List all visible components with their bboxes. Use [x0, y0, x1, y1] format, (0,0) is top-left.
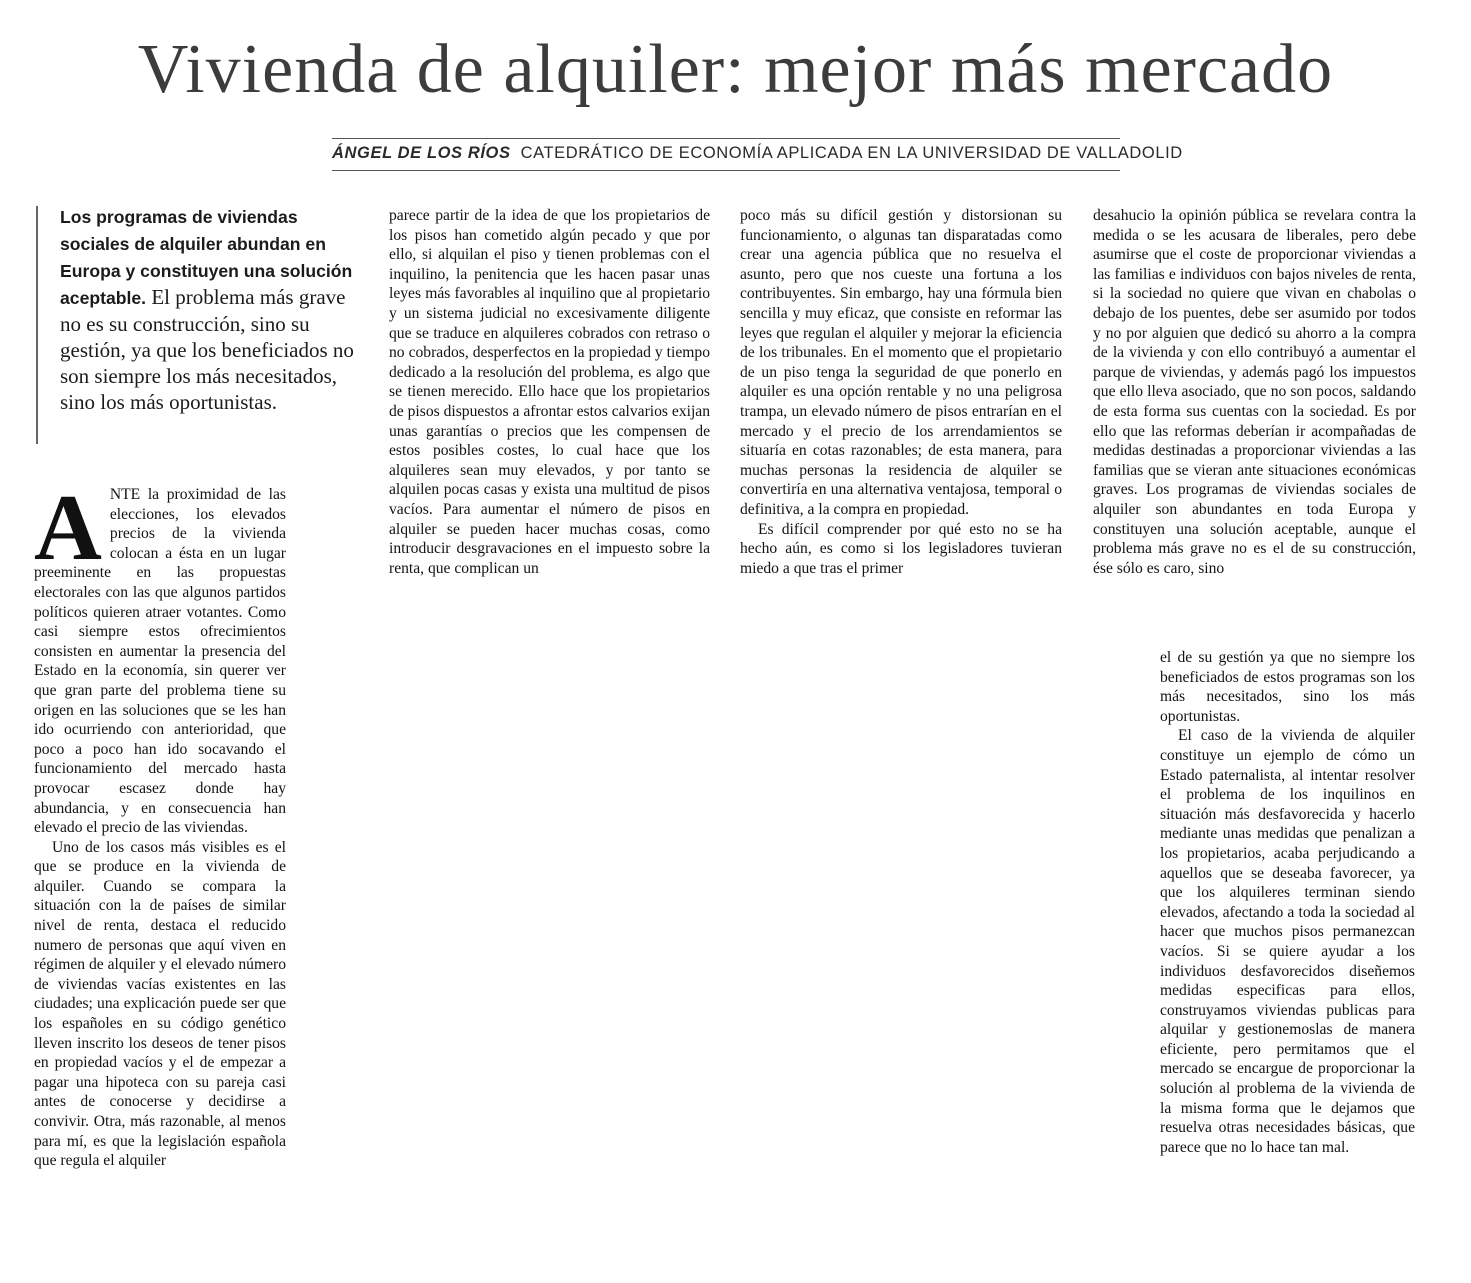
lead-bold-text: Los programas de viviendas sociales de alquiler abundan en Europa y constituyen una solución aceptable.: [60, 207, 353, 308]
author-title: CATEDRÁTICO DE ECONOMÍA APLICADA EN LA UNIVERSIDAD DE VALLADOLID: [520, 144, 1183, 162]
column-1: [34, 476, 286, 1171]
byline: [332, 144, 1183, 163]
paragraph: [34, 476, 286, 838]
column-3: [740, 206, 1062, 578]
lead-bar: [36, 206, 38, 444]
paragraph: poco más su difícil gestión y distorsionan su funcionamiento, o algunas tan disparatadas como crear una agencia pública que no resuelva el asunto, pero que nos cueste una fortuna a los contribuyentes. Sin embargo, hay una fórmula bien sencilla y muy eficaz, que consiste en reformar las leyes que regulan el alquiler y mejorar la eficiencia de los tribunales. En el momento que el propietario de un piso tenga la seguridad de que ponerlo en alquiler es una opción rentable y no una peligrosa trampa, un elevado número de pisos entrarían en el mercado y el precio de los arrendamientos se situaría en cotas razonables; de esta manera, para muchas personas la residencia de alquiler se convertiría en una alternativa ventajosa, temporal o definitiva, a la compra en propiedad.: [740, 207, 1062, 518]
paragraph: Uno de los casos más visibles es el que se produce en la vivienda de alquiler. Cuando se compara la situación con la de países de similar nivel de renta, destaca el reducido numero de personas que aquí viven en régimen de alquiler y el elevado número de viviendas vacías existentes en las ciudades; una explicación puede ser que los españoles en su código genético lleven inscrito los deseos de tener pisos en propiedad vacíos y el de empezar a pagar una hipoteca con su pareja casi antes de conocerse y decidirse a convivir. Otra, más razonable, al menos para mí, es que la legislación española que regula el alquiler: [34, 838, 286, 1170]
paragraph-text: NTE la proximidad de las elecciones, los elevados precios de la vivienda colocan a ésta en un lugar preeminente en las propuestas electorales con las que algunos partidos políticos quieren atraer votantes. Como casi siempre estos ofrecimientos consisten en aumentar la presencia del Estado en la economía, sin querer ver que gran parte del problema tiene su origen en las soluciones que se les han ido ocurriendo con anterioridad, que poco a poco han ido socavando el funcionamiento del mercado hasta provocar escasez donde hay abundancia, y en consecuencia han elevado el precio de las viviendas.: [34, 486, 286, 837]
paragraph: desahucio la opinión pública se revelara contra la medida o se les acusara de liberales, pero debe asumirse que el coste de proporcionar viviendas a las familias e individuos con bajos niveles de renta, si la sociedad no quiere que vivan en chabolas o debajo de los puentes, debe ser asumido por todos y no por alguien que dedicó su ahorro a la compra de la vivienda y con ello contribuyó a aumentar el parque de viviendas, y además pagó los impuestos que ello lleva asociado, que no son pocos, saldando de esta forma sus cuentas con la sociedad. Es por ello que las reformas deberían ir acompañadas de medidas destinadas a proporcionar viviendas a las familias que se vieran ante situaciones económicas graves. Los programas de viviendas sociales de alquiler son abundantes en toda Europa y constituyen una solución aceptable, aunque el problema más grave no es el de su construcción, ése sólo es caro, sino: [1093, 207, 1416, 577]
paragraph: El caso de la vivienda de alquiler constituye un ejemplo de cómo un Estado paternalista, al intentar resolver el problema de los inquilinos en situación más desfavorecida y hacerlo mediante unas medidas que penalizan a los propietarios, acaba perjudicando a aquellos que se deseaba favorecer, ya que los alquileres terminan siendo elevados, afectando a toda la sociedad al hacer que muchos pisos permanezcan vacíos. Si se quiere ayudar a los individuos desfavorecidos diseñemos medidas especificas para ellos, construyamos viviendas publicas para alquilar y gestionemoslas de manera eficiente, pero permitamos que el mercado se encargue de proporcionar la solución al problema de la vivienda de la misma forma que le dejamos que resuelva otras necesidades básicas, que parece que no lo hace tan mal.: [1160, 727, 1415, 1156]
paragraph: Es difícil comprender por qué esto no se ha hecho aún, es como si los legisladores tuvieran miedo a que tras el primer: [740, 520, 1062, 577]
lead-text: El problema más grave no es su construcción, sino su gestión, ya que los beneficiados no son siempre los más necesitados, sino los más oportunistas.: [60, 285, 354, 414]
column-2: [389, 206, 710, 578]
paragraph: parece partir de la idea de que los propietarios de los pisos han cometido algún pecado y que por ello, si alquilan el piso y tienen problemas con el inquilino, la penitencia que les hacen pasar unas leyes más favorables al inquilino que al propietario y un sistema judicial no excesivamente diligente que se traduce en alquileres cobrados con retraso o no cobrados, desperfectos en la propiedad y tiempo dedicado a la resolución del problema, es algo que se tienen merecido. Ello hace que los propietarios de pisos dispuestos a afrontar estos calvarios exijan unas garantías o precios que les compensen de estos posibles costes, lo cual hace que los alquileres sean muy elevados, y por tanto se alquilen pocas casas y exista una multitud de pisos vacíos. Para aumentar el número de pisos en alquiler se pueden hacer muchas cosas, como introducir desgravaciones en el impuesto sobre la renta, que complican un: [389, 207, 710, 577]
article-headline: Vivienda de alquiler: mejor más mercado: [137, 31, 1334, 108]
column-4-bottom: [1160, 648, 1415, 1157]
column-4-top: [1093, 206, 1416, 578]
author-name: ÁNGEL DE LOS RÍOS: [332, 144, 511, 162]
drop-cap: A: [34, 476, 102, 580]
byline-rule-bottom: [332, 170, 1120, 171]
article-lead: [60, 203, 360, 415]
paragraph: el de su gestión ya que no siempre los beneficiados de estos programas son los más necesitados, sino los más oportunistas.: [1160, 649, 1415, 725]
byline-rule-top: [332, 138, 1120, 139]
